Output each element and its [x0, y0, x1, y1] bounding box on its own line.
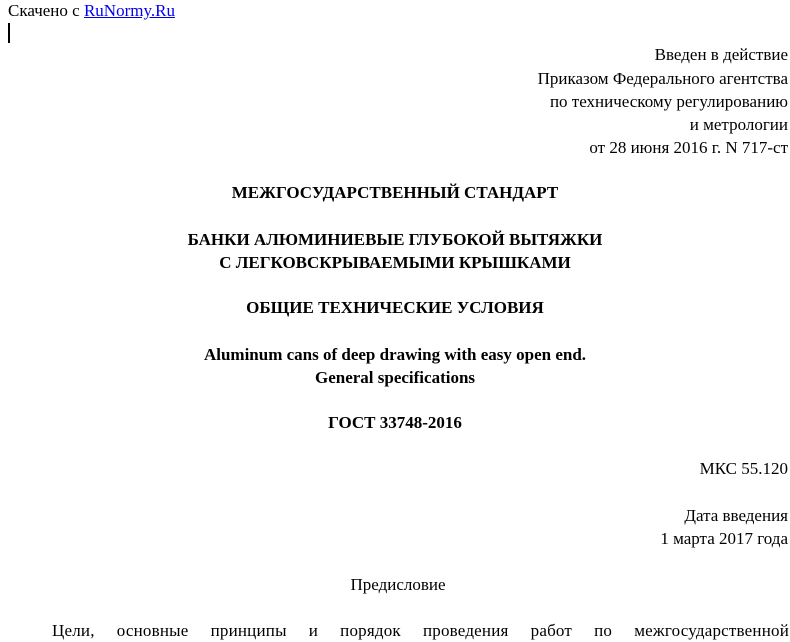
- english-title-line-1: Aluminum cans of deep drawing with easy open end.: [203, 345, 587, 364]
- effective-date-value: 1 марта 2017 года: [660, 529, 788, 548]
- introduced-line-3: по техническому регулированию: [549, 92, 788, 111]
- english-title-line-2: General specifications: [314, 368, 476, 387]
- standard-code: ГОСТ 33748-2016: [328, 413, 462, 432]
- foreword-heading: Предисловие: [350, 575, 446, 594]
- runormy-link[interactable]: RuNormy.Ru: [83, 1, 175, 20]
- introduced-line-5: от 28 июня 2016 г. N 717-ст: [589, 138, 788, 157]
- standard-category: МЕЖГОСУДАРСТВЕННЫЙ СТАНДАРТ: [231, 183, 559, 202]
- mks-code: МКС 55.120: [699, 459, 788, 478]
- download-notice-prefix: Скачено с: [8, 1, 84, 20]
- introduced-line-1: Введен в действие: [654, 45, 788, 64]
- download-notice: [8, 0, 175, 22]
- introduced-line-2: Приказом Федерального агентства: [537, 69, 788, 88]
- text-cursor: [8, 23, 10, 43]
- introduced-line-4: и метрологии: [689, 115, 788, 134]
- standard-subtitle: ОБЩИЕ ТЕХНИЧЕСКИЕ УСЛОВИЯ: [246, 298, 544, 317]
- standard-title-line-2: С ЛЕГКОВСКРЫВАЕМЫМИ КРЫШКАМИ: [219, 253, 571, 272]
- foreword-first-line: Цели, основные принципы и порядок проведения работ по межгосударственной: [52, 621, 789, 640]
- effective-date-label: Дата введения: [684, 506, 788, 525]
- standard-title-line-1: БАНКИ АЛЮМИНИЕВЫЕ ГЛУБОКОЙ ВЫТЯЖКИ: [187, 230, 603, 249]
